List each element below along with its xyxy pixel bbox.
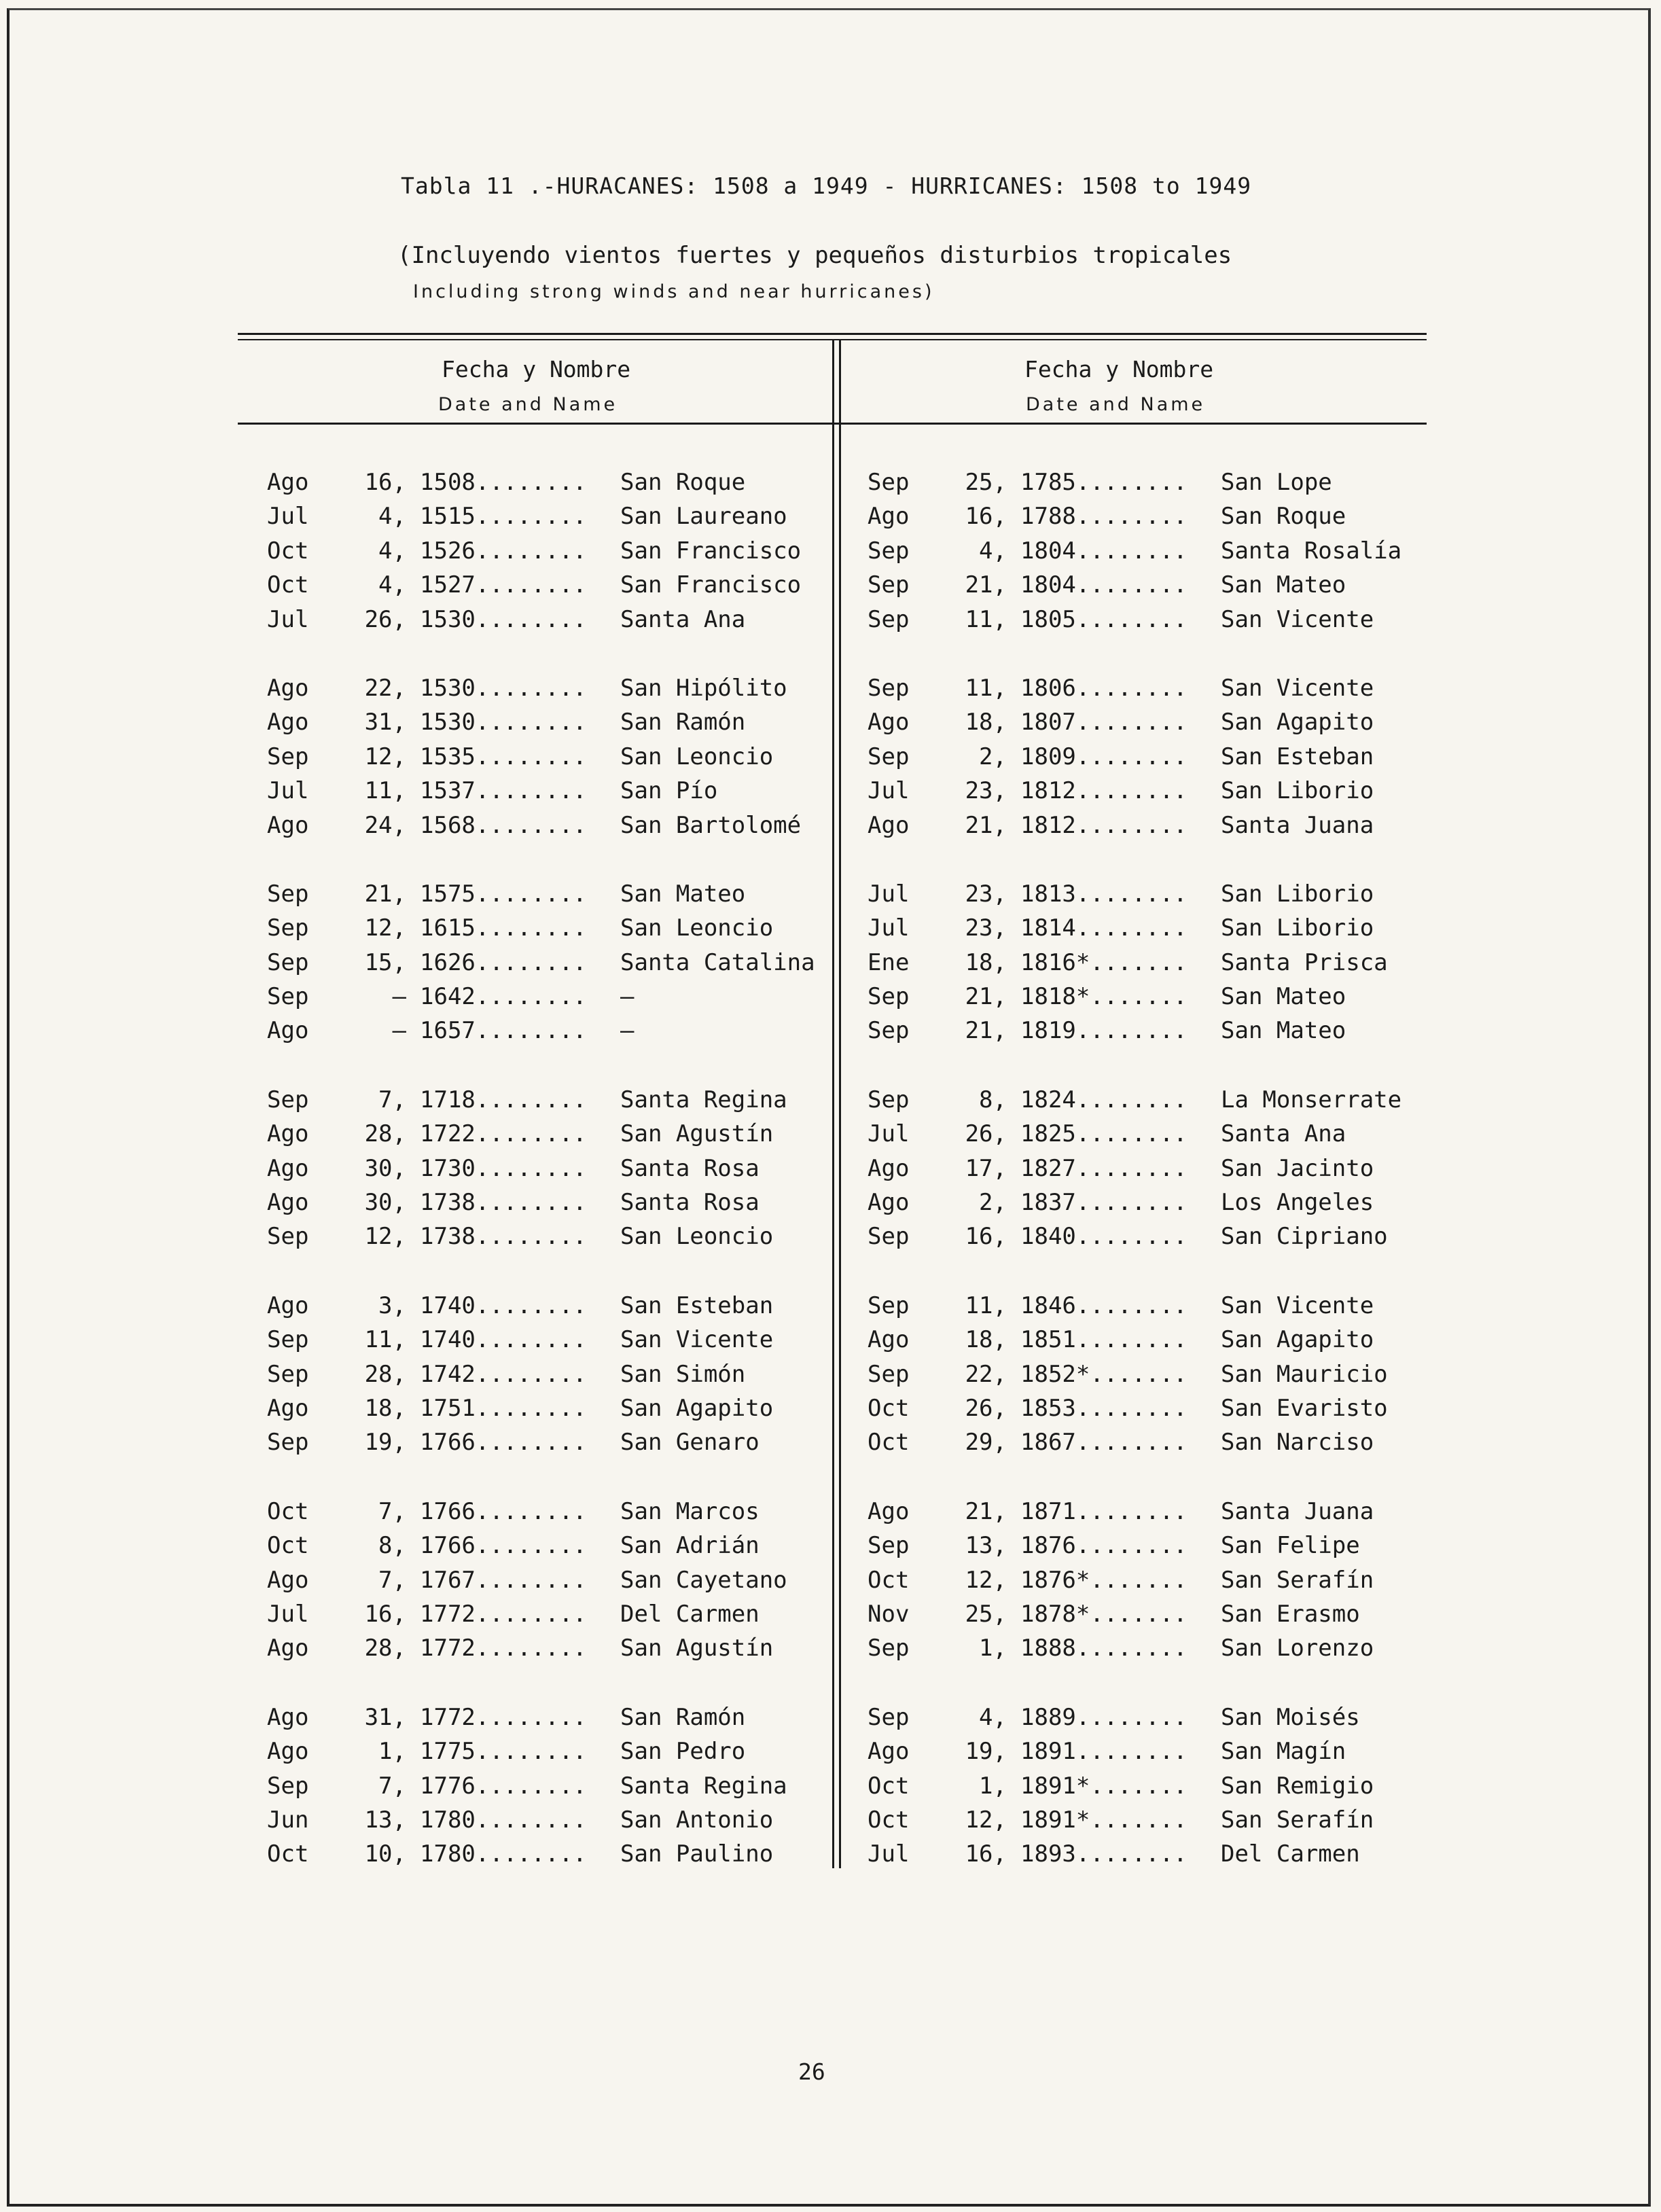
year-cell: 1891*.......	[1020, 1772, 1187, 1800]
day-cell: 21,	[965, 1497, 1007, 1525]
year-cell: 1891*.......	[1020, 1806, 1187, 1834]
day-cell: 12,	[364, 743, 406, 770]
month-cell: Ago	[267, 709, 309, 736]
name-cell: San Cayetano	[620, 1566, 787, 1594]
month-cell: Ago	[868, 709, 910, 736]
name-cell: San Adrián	[620, 1532, 760, 1560]
day-cell: 26,	[965, 1394, 1007, 1422]
month-cell: Ago	[267, 1154, 309, 1182]
name-cell: San Esteban	[620, 1291, 774, 1319]
year-cell: 1535........	[420, 743, 587, 770]
left-header-es: Fecha y Nombre	[442, 356, 631, 382]
month-cell: Ago	[267, 674, 309, 702]
day-cell: 21,	[965, 1017, 1007, 1045]
name-cell: San Mateo	[1221, 1017, 1346, 1045]
month-cell: Sep	[868, 1635, 910, 1662]
year-cell: 1840........	[1020, 1223, 1187, 1251]
day-cell: 4,	[979, 1703, 1007, 1731]
name-cell: San Remigio	[1221, 1772, 1374, 1800]
day-cell: 28,	[364, 1360, 406, 1388]
year-cell: 1772........	[420, 1600, 587, 1628]
name-cell: San Liborio	[1221, 914, 1374, 942]
year-cell: 1740........	[420, 1326, 587, 1354]
day-cell: 12,	[364, 914, 406, 942]
month-cell: Ago	[267, 811, 309, 839]
month-cell: Oct	[267, 537, 309, 565]
name-cell: San Serafín	[1221, 1806, 1374, 1834]
year-cell: 1824........	[1020, 1086, 1187, 1113]
name-cell: San Leoncio	[620, 1223, 774, 1251]
month-cell: Oct	[267, 1840, 309, 1868]
year-cell: 1766........	[420, 1429, 587, 1457]
year-cell: 1818*.......	[1020, 983, 1187, 1011]
day-cell: 29,	[965, 1429, 1007, 1457]
day-cell: 7,	[378, 1566, 406, 1594]
day-cell: 12,	[364, 1223, 406, 1251]
month-cell: Ago	[267, 1120, 309, 1148]
day-cell: 1,	[378, 1738, 406, 1766]
day-cell: 18,	[965, 709, 1007, 736]
name-cell: San Leoncio	[620, 743, 774, 770]
year-cell: 1813........	[1020, 880, 1187, 908]
month-cell: Sep	[868, 571, 910, 599]
month-cell: Ago	[868, 1326, 910, 1354]
year-cell: 1806........	[1020, 674, 1187, 702]
year-cell: 1812........	[1020, 777, 1187, 805]
year-cell: 1568........	[420, 811, 587, 839]
month-cell: Sep	[868, 1017, 910, 1045]
year-cell: 1893........	[1020, 1840, 1187, 1868]
year-cell: 1766........	[420, 1532, 587, 1560]
year-cell: 1888........	[1020, 1635, 1187, 1662]
day-cell: 12,	[965, 1566, 1007, 1594]
month-cell: Sep	[267, 1772, 309, 1800]
month-cell: Jul	[267, 777, 309, 805]
month-cell: Ago	[267, 469, 309, 496]
year-cell: 1767........	[420, 1566, 587, 1594]
year-cell: 1852*.......	[1020, 1360, 1187, 1388]
year-cell: 1809........	[1020, 743, 1187, 770]
left-header-en: Date and Name	[438, 394, 618, 415]
day-cell: 22,	[965, 1360, 1007, 1388]
month-cell: Sep	[267, 914, 309, 942]
day-cell: 30,	[364, 1154, 406, 1182]
day-cell: 1,	[979, 1635, 1007, 1662]
month-cell: Sep	[267, 983, 309, 1011]
name-cell: Santa Regina	[620, 1086, 787, 1113]
month-cell: Sep	[868, 1360, 910, 1388]
name-cell: San Francisco	[620, 537, 802, 565]
month-cell: Sep	[267, 948, 309, 976]
month-cell: Sep	[868, 743, 910, 770]
month-cell: Sep	[868, 674, 910, 702]
month-cell: Sep	[868, 1223, 910, 1251]
year-cell: 1526........	[420, 537, 587, 565]
year-cell: 1853........	[1020, 1394, 1187, 1422]
year-cell: 1851........	[1020, 1326, 1187, 1354]
year-cell: 1537........	[420, 777, 587, 805]
day-cell: 11,	[364, 777, 406, 805]
day-cell: 10,	[364, 1840, 406, 1868]
month-cell: Sep	[868, 1703, 910, 1731]
name-cell: Santa Regina	[620, 1772, 787, 1800]
month-cell: Ago	[267, 1291, 309, 1319]
month-cell: Ago	[868, 503, 910, 531]
year-cell: 1642........	[420, 983, 587, 1011]
name-cell: Santa Rosa	[620, 1154, 760, 1182]
year-cell: 1814........	[1020, 914, 1187, 942]
name-cell: San Mateo	[620, 880, 746, 908]
subtitle-spanish: (Incluyendo vientos fuertes y pequeños disturbios tropicales	[397, 242, 1232, 269]
month-cell: Ago	[267, 1566, 309, 1594]
day-cell: 31,	[364, 709, 406, 736]
day-cell: 11,	[364, 1326, 406, 1354]
month-cell: Oct	[868, 1806, 910, 1834]
year-cell: 1730........	[420, 1154, 587, 1182]
day-cell: 16,	[364, 1600, 406, 1628]
day-cell: 11,	[965, 1291, 1007, 1319]
day-cell: 23,	[965, 777, 1007, 805]
year-cell: 1827........	[1020, 1154, 1187, 1182]
day-cell: 8,	[378, 1532, 406, 1560]
month-cell: Sep	[267, 880, 309, 908]
name-cell: San Marcos	[620, 1497, 760, 1525]
month-cell: Jul	[868, 1120, 910, 1148]
month-cell: Ago	[868, 1497, 910, 1525]
day-cell: 16,	[965, 1223, 1007, 1251]
name-cell: San Agapito	[1221, 709, 1374, 736]
year-cell: 1742........	[420, 1360, 587, 1388]
day-cell: 18,	[364, 1394, 406, 1422]
month-cell: Oct	[868, 1394, 910, 1422]
day-cell: 22,	[364, 674, 406, 702]
day-cell: 12,	[965, 1806, 1007, 1834]
month-cell: Jul	[868, 777, 910, 805]
year-cell: 1515........	[420, 503, 587, 531]
year-cell: 1804........	[1020, 537, 1187, 565]
name-cell: San Bartolomé	[620, 811, 802, 839]
day-cell: 4,	[378, 571, 406, 599]
name-cell: San Ramón	[620, 709, 746, 736]
year-cell: 1876........	[1020, 1532, 1187, 1560]
right-header-en: Date and Name	[1026, 394, 1206, 415]
month-cell: Sep	[868, 537, 910, 565]
name-cell: San Lope	[1221, 469, 1332, 496]
year-cell: 1889........	[1020, 1703, 1187, 1731]
name-cell: Santa Prisca	[1221, 948, 1388, 976]
day-cell: 19,	[965, 1738, 1007, 1766]
year-cell: 1530........	[420, 605, 587, 633]
name-cell: Del Carmen	[1221, 1840, 1360, 1868]
name-cell: San Liborio	[1221, 777, 1374, 805]
name-cell: San Mauricio	[1221, 1360, 1388, 1388]
name-cell: San Genaro	[620, 1429, 760, 1457]
day-cell: 21,	[364, 880, 406, 908]
year-cell: 1738........	[420, 1189, 587, 1217]
month-cell: Nov	[868, 1600, 910, 1628]
year-cell: 1788........	[1020, 503, 1187, 531]
year-cell: 1508........	[420, 469, 587, 496]
year-cell: 1816*.......	[1020, 948, 1187, 976]
name-cell: San Leoncio	[620, 914, 774, 942]
subtitle-english: Including strong winds and near hurricanes)	[413, 281, 935, 302]
name-cell: Los Angeles	[1221, 1189, 1374, 1217]
name-cell: Santa Rosa	[620, 1189, 760, 1217]
year-cell: 1812........	[1020, 811, 1187, 839]
day-cell: 28,	[364, 1120, 406, 1148]
year-cell: 1819........	[1020, 1017, 1187, 1045]
year-cell: 1867........	[1020, 1429, 1187, 1457]
name-cell: San Pío	[620, 777, 718, 805]
name-cell: San Lorenzo	[1221, 1635, 1374, 1662]
day-cell: 4,	[378, 503, 406, 531]
year-cell: 1837........	[1020, 1189, 1187, 1217]
name-cell: —	[620, 983, 635, 1011]
day-cell: 21,	[965, 571, 1007, 599]
day-cell: 8,	[979, 1086, 1007, 1113]
day-cell: 23,	[965, 880, 1007, 908]
month-cell: Ago	[267, 1394, 309, 1422]
month-cell: Ago	[868, 1738, 910, 1766]
month-cell: Ago	[267, 1703, 309, 1731]
day-cell: 13,	[965, 1532, 1007, 1560]
day-cell: 23,	[965, 914, 1007, 942]
name-cell: San Vicente	[1221, 674, 1374, 702]
year-cell: 1871........	[1020, 1497, 1187, 1525]
year-cell: 1807........	[1020, 709, 1187, 736]
name-cell: Santa Catalina	[620, 948, 815, 976]
year-cell: 1657........	[420, 1017, 587, 1045]
month-cell: Jul	[868, 1840, 910, 1868]
name-cell: San Francisco	[620, 571, 802, 599]
month-cell: Jul	[267, 503, 309, 531]
name-cell: San Ramón	[620, 1703, 746, 1731]
right-header-es: Fecha y Nombre	[1024, 356, 1214, 382]
month-cell: Sep	[267, 1326, 309, 1354]
year-cell: 1775........	[420, 1738, 587, 1766]
month-cell: Sep	[868, 1532, 910, 1560]
year-cell: 1804........	[1020, 571, 1187, 599]
year-cell: 1575........	[420, 880, 587, 908]
name-cell: San Agustín	[620, 1120, 774, 1148]
year-cell: 1776........	[420, 1772, 587, 1800]
name-cell: San Hipólito	[620, 674, 787, 702]
month-cell: Ago	[868, 1189, 910, 1217]
month-cell: Sep	[868, 605, 910, 633]
name-cell: San Jacinto	[1221, 1154, 1374, 1182]
year-cell: 1891........	[1020, 1738, 1187, 1766]
name-cell: San Paulino	[620, 1840, 774, 1868]
day-cell: 16,	[965, 503, 1007, 531]
month-cell: Sep	[868, 469, 910, 496]
name-cell: San Cipriano	[1221, 1223, 1388, 1251]
name-cell: San Agapito	[620, 1394, 774, 1422]
month-cell: Sep	[267, 1223, 309, 1251]
name-cell: San Felipe	[1221, 1532, 1360, 1560]
day-cell: 11,	[965, 605, 1007, 633]
day-cell: 11,	[965, 674, 1007, 702]
day-cell: 24,	[364, 811, 406, 839]
name-cell: San Serafín	[1221, 1566, 1374, 1594]
name-cell: San Esteban	[1221, 743, 1374, 770]
month-cell: Jul	[267, 1600, 309, 1628]
name-cell: San Simón	[620, 1360, 746, 1388]
day-cell: —	[392, 983, 406, 1011]
name-cell: San Agustín	[620, 1635, 774, 1662]
day-cell: 21,	[965, 811, 1007, 839]
month-cell: Jul	[267, 605, 309, 633]
day-cell: 16,	[965, 1840, 1007, 1868]
month-cell: Oct	[868, 1429, 910, 1457]
month-cell: Ago	[868, 811, 910, 839]
year-cell: 1878*.......	[1020, 1600, 1187, 1628]
table-title: Tabla 11 .-HURACANES: 1508 a 1949 - HURRICANES: 1508 to 1949	[401, 173, 1252, 199]
year-cell: 1751........	[420, 1394, 587, 1422]
name-cell: Santa Ana	[620, 605, 746, 633]
month-cell: Oct	[267, 1497, 309, 1525]
name-cell: San Erasmo	[1221, 1600, 1360, 1628]
name-cell: Santa Juana	[1221, 811, 1374, 839]
name-cell: —	[620, 1017, 635, 1045]
name-cell: San Roque	[1221, 503, 1346, 531]
name-cell: San Vicente	[620, 1326, 774, 1354]
month-cell: Ago	[267, 1189, 309, 1217]
name-cell: San Laureano	[620, 503, 787, 531]
name-cell: San Moisés	[1221, 1703, 1360, 1731]
name-cell: San Roque	[620, 469, 746, 496]
month-cell: Sep	[267, 743, 309, 770]
year-cell: 1780........	[420, 1806, 587, 1834]
year-cell: 1772........	[420, 1635, 587, 1662]
day-cell: 2,	[979, 743, 1007, 770]
month-cell: Jul	[868, 880, 910, 908]
top-rule-1	[238, 333, 1427, 335]
day-cell: 3,	[378, 1291, 406, 1319]
month-cell: Jul	[868, 914, 910, 942]
year-cell: 1530........	[420, 709, 587, 736]
name-cell: San Evaristo	[1221, 1394, 1388, 1422]
month-cell: Sep	[267, 1429, 309, 1457]
day-cell: 7,	[378, 1772, 406, 1800]
year-cell: 1846........	[1020, 1291, 1187, 1319]
month-cell: Sep	[868, 1291, 910, 1319]
name-cell: San Mateo	[1221, 983, 1346, 1011]
name-cell: San Mateo	[1221, 571, 1346, 599]
day-cell: 25,	[965, 1600, 1007, 1628]
year-cell: 1766........	[420, 1497, 587, 1525]
month-cell: Sep	[868, 1086, 910, 1113]
day-cell: 16,	[364, 469, 406, 496]
month-cell: Ago	[868, 1154, 910, 1182]
name-cell: San Narciso	[1221, 1429, 1374, 1457]
month-cell: Oct	[868, 1566, 910, 1594]
year-cell: 1718........	[420, 1086, 587, 1113]
name-cell: San Pedro	[620, 1738, 746, 1766]
day-cell: 21,	[965, 983, 1007, 1011]
name-cell: San Vicente	[1221, 1291, 1374, 1319]
year-cell: 1785........	[1020, 469, 1187, 496]
year-cell: 1527........	[420, 571, 587, 599]
column-divider-left	[832, 340, 834, 1868]
month-cell: Ago	[267, 1635, 309, 1662]
year-cell: 1825........	[1020, 1120, 1187, 1148]
name-cell: La Monserrate	[1221, 1086, 1402, 1113]
year-cell: 1615........	[420, 914, 587, 942]
month-cell: Oct	[868, 1772, 910, 1800]
name-cell: Santa Rosalía	[1221, 537, 1402, 565]
year-cell: 1740........	[420, 1291, 587, 1319]
day-cell: 13,	[364, 1806, 406, 1834]
day-cell: 28,	[364, 1635, 406, 1662]
name-cell: San Antonio	[620, 1806, 774, 1834]
column-divider-right	[839, 340, 841, 1868]
day-cell: 18,	[965, 948, 1007, 976]
day-cell: —	[392, 1017, 406, 1045]
name-cell: Del Carmen	[620, 1600, 760, 1628]
day-cell: 15,	[364, 948, 406, 976]
day-cell: 2,	[979, 1189, 1007, 1217]
year-cell: 1738........	[420, 1223, 587, 1251]
year-cell: 1780........	[420, 1840, 587, 1868]
day-cell: 18,	[965, 1326, 1007, 1354]
name-cell: San Liborio	[1221, 880, 1374, 908]
day-cell: 7,	[378, 1086, 406, 1113]
month-cell: Jun	[267, 1806, 309, 1834]
year-cell: 1722........	[420, 1120, 587, 1148]
year-cell: 1530........	[420, 674, 587, 702]
day-cell: 7,	[378, 1497, 406, 1525]
month-cell: Sep	[868, 983, 910, 1011]
month-cell: Ene	[868, 948, 910, 976]
month-cell: Ago	[267, 1738, 309, 1766]
year-cell: 1626........	[420, 948, 587, 976]
day-cell: 25,	[965, 469, 1007, 496]
name-cell: San Agapito	[1221, 1326, 1374, 1354]
page-number: 26	[798, 2058, 825, 2085]
day-cell: 30,	[364, 1189, 406, 1217]
day-cell: 26,	[965, 1120, 1007, 1148]
year-cell: 1876*.......	[1020, 1566, 1187, 1594]
day-cell: 19,	[364, 1429, 406, 1457]
day-cell: 17,	[965, 1154, 1007, 1182]
month-cell: Sep	[267, 1086, 309, 1113]
year-cell: 1805........	[1020, 605, 1187, 633]
day-cell: 1,	[979, 1772, 1007, 1800]
month-cell: Oct	[267, 1532, 309, 1560]
year-cell: 1772........	[420, 1703, 587, 1731]
name-cell: Santa Juana	[1221, 1497, 1374, 1525]
name-cell: Santa Ana	[1221, 1120, 1346, 1148]
day-cell: 26,	[364, 605, 406, 633]
month-cell: Ago	[267, 1017, 309, 1045]
name-cell: San Vicente	[1221, 605, 1374, 633]
month-cell: Sep	[267, 1360, 309, 1388]
name-cell: San Magín	[1221, 1738, 1346, 1766]
day-cell: 4,	[979, 537, 1007, 565]
page-border	[7, 8, 1651, 2207]
day-cell: 31,	[364, 1703, 406, 1731]
day-cell: 4,	[378, 537, 406, 565]
month-cell: Oct	[267, 571, 309, 599]
